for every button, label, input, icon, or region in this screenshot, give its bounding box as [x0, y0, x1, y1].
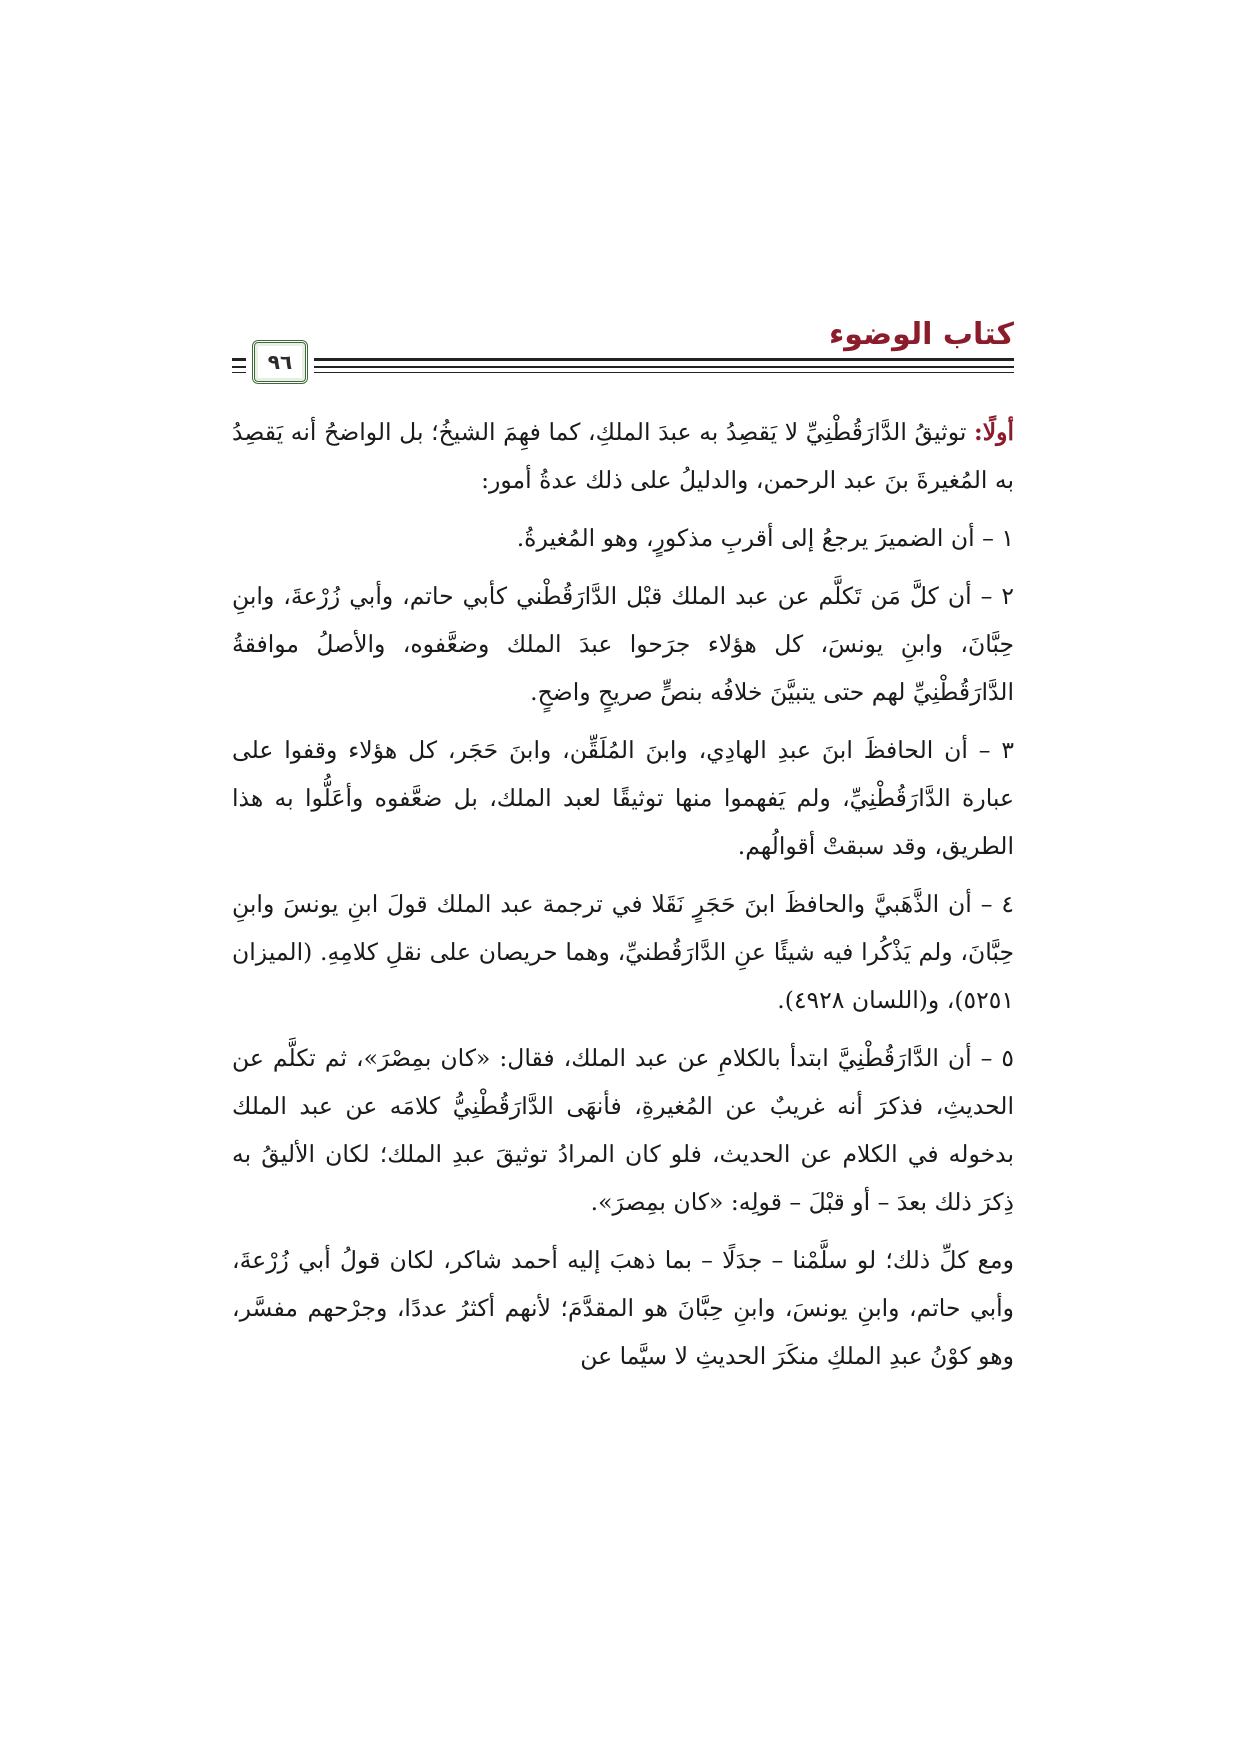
point-1: ١ – أن الضميرَ يرجعُ إلى أقربِ مذكورٍ، وهو المُغيرةُ. [516, 524, 1014, 552]
page-body [232, 408, 1014, 1390]
paragraph-conclusion: ومع كلِّ ذلك؛ لو سلَّمْنا – جدَلًا – بما ذهبَ إليه أحمد شاكر، لكان قولُ أبي زُرْعةَ، وأبي حاتم، وابنِ يونسَ، وابنِ حِبَّانَ هو المقدَّمَ؛ لأنهم أكثرُ عددًا، وجرْحهم مفسَّر، وهو كوْنُ عبدِ الملكِ منكَرَ الحديثِ لا سيَّما عن [232, 1246, 1014, 1370]
paragraph-intro [232, 408, 1014, 504]
header-rule-top [232, 358, 1014, 361]
point-3: ٣ – أن الحافظَ ابنَ عبدِ الهادِي، وابنَ المُلَقِّن، وابنَ حَجَر، كل هؤلاء وقفوا على عبارة الدَّارَقُطْنِيِّ، ولم يَفهموا منها توثيقًا لعبد الملك، بل ضعَّفوه وأعَلُّوا به هذا الطريق، وقد سبقتْ أقوالُهم. [232, 736, 1014, 860]
point-2: ٢ – أن كلَّ مَن تَكلَّم عن عبد الملك قبْل الدَّارَقُطْني كأبي حاتم، وأبي زُرْعةَ، وابنِ حِبَّانَ، وابنِ يونسَ، كل هؤلاء جرَحوا عبدَ الملك وضعَّفوه، والأصلُ موافقةُ الدَّارَقُطْنِيِّ لهم حتى يتبيَّنَ خلافُه بنصٍّ صريحٍ واضحٍ. [232, 582, 1014, 706]
intro-text: توثيقُ الدَّارَقُطْنِيِّ لا يَقصِدُ به عبدَ الملكِ، كما فهِمَ الشيخُ؛ بل الواضحُ أنه يَقصِدُ به المُغيرةَ بنَ عبد الرحمن، والدليلُ على ذلك عدةُ أمور: [232, 418, 1014, 494]
header-rule-middle [232, 366, 1014, 368]
page-header [232, 318, 1014, 378]
intro-lead: أولًا: [974, 418, 1014, 446]
book-title: كتاب الوضوء [828, 317, 1014, 352]
point-4: ٤ – أن الذَّهَبيَّ والحافظَ ابنَ حَجَرٍ نَقَلا في ترجمة عبد الملك قولَ ابنِ يونسَ وابنِ حِبَّانَ، ولم يَذْكُرا فيه شيئًا عنِ الدَّارَقُطنيِّ، وهما حريصان على نقلِ كلامِهِ. (الميزان ٥٢٥١)، و(اللسان ٤٩٢٨). [232, 890, 1014, 1014]
point-5: ٥ – أن الدَّارَقُطْنِيَّ ابتدأ بالكلامِ عن عبد الملك، فقال: «كان بمِصْرَ»، ثم تكلَّم عن الحديثِ، فذكرَ أنه غريبٌ عن المُغيرةِ، فأنهَى الدَّارَقُطْنِيُّ كلامَه عن عبد الملك بدخوله في الكلام عن الحديث، فلو كان المرادُ توثيقَ عبدِ الملك؛ لكان الأليقُ به ذِكرَ ذلك بعدَ – أو قبْلَ – قولِه: «كان بمِصرَ». [232, 1044, 1014, 1216]
header-rule-bottom [232, 372, 1014, 373]
page-number-badge [252, 340, 308, 384]
page-number: ٩٦ [267, 350, 293, 374]
